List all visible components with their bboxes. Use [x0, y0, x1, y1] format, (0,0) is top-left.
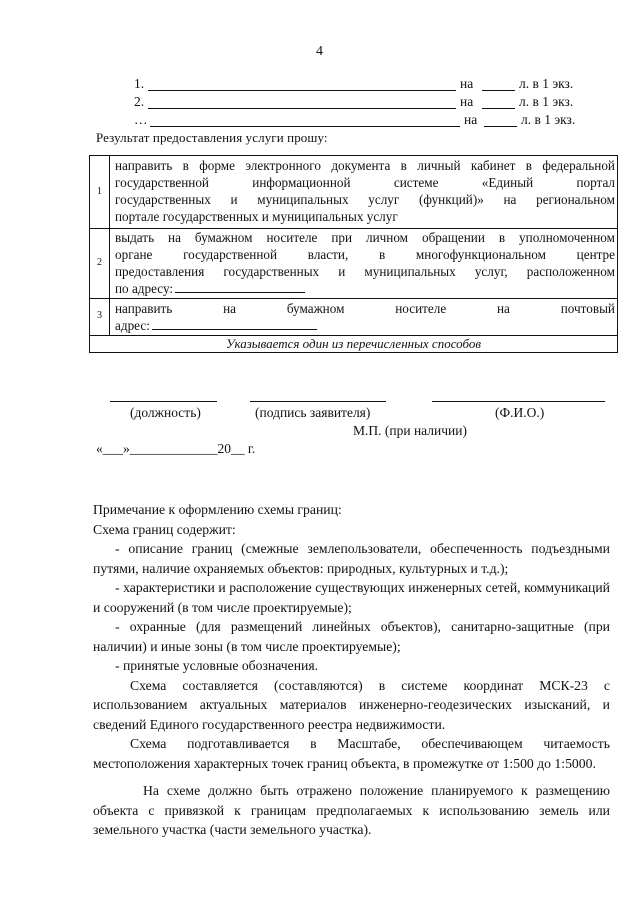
notes-item: - принятые условные обозначения. — [115, 658, 319, 673]
option-line: государственной информационной системе «Единый портал — [115, 175, 615, 190]
fio-label: (Ф.И.О.) — [495, 405, 545, 420]
attachment-copies-label: л. в 1 экз. — [519, 94, 574, 109]
number-column — [90, 156, 110, 336]
notes-paragraph: На схеме должно быть отражено положение планируемого к размещению объекта с привязкой к границам предполагаемых к использованию земель или земельного участка (части земельного участка). — [93, 783, 610, 837]
attachment-copies-label: л. в 1 экз. — [521, 112, 576, 127]
options-note: Указывается один из перечисленных способов — [226, 336, 481, 351]
option-2-text — [115, 229, 615, 297]
option-line: портале государственных и муниципальных услуг — [115, 209, 398, 224]
notes-section — [93, 500, 610, 840]
stamp-label: М.П. (при наличии) — [353, 423, 467, 438]
attachment-on-label: на — [460, 76, 474, 91]
option-line: направить в форме электронного документа в личный кабинет в федеральной — [115, 158, 615, 173]
option-line: направить на бумажном носителе на почтовый — [115, 301, 615, 316]
attachment-name-blank — [150, 112, 460, 127]
option-number: 3 — [97, 310, 102, 321]
option-line: предоставления государственных и муниципальных услуг, расположенном — [115, 264, 615, 279]
option-line: выдать на бумажном носителе при личном обращении в уполномоченном — [115, 230, 615, 245]
notes-item: - описание границ (смежные землепользователи, обеспеченность подъездными путями, наличие охраняемых объектов: природных, культурных и т.д.); — [93, 541, 610, 576]
notes-intro: Схема границ содержит: — [93, 521, 236, 537]
option-line: по адресу: — [115, 280, 615, 297]
attachment-number: 1. — [134, 76, 145, 91]
attachment-name-blank — [148, 94, 456, 109]
notes-title: Примечание к оформлению схемы границ: — [93, 502, 342, 517]
notes-paragraph: Схема подготавливается в Масштабе, обеспечивающем читаемость местоположения характерных точек границ объекта, в промежутке от 1:500 до 1:5000. — [93, 736, 610, 771]
attachment-number: 2. — [134, 94, 145, 109]
attachment-row-3 — [134, 112, 589, 130]
signature-line — [250, 401, 386, 402]
option-1-text — [115, 157, 615, 225]
option-line: государственных и муниципальных услуг (функций)» на региональном — [115, 192, 615, 207]
notes-paragraph: Схема составляется (составляются) в системе координат МСК-23 с использованием актуальных материалов инженерно-геодезических изысканий, и сведений Единого государственного реестра недвижимости. — [93, 677, 610, 732]
position-label: (должность) — [130, 405, 201, 420]
attachment-number: … — [134, 112, 148, 127]
date-line: «___»_____________20__ г. — [96, 441, 256, 456]
position-line — [110, 401, 217, 402]
result-options-table — [89, 155, 618, 353]
attachment-row-1 — [134, 76, 589, 94]
notes-item: - охранные (для размещений линейных объектов), санитарно-защитные (при наличии) и иные зоны (в том числе проектируемые); — [93, 619, 610, 654]
option-3-text — [115, 300, 615, 334]
attachment-on-label: на — [464, 112, 478, 127]
address-blank — [152, 317, 317, 330]
attachment-pages-blank — [482, 76, 515, 91]
option-line: органе государственной власти, в многофункциональном центре — [115, 247, 615, 262]
notes-item: - характеристики и расположение существующих инженерных сетей, коммуникаций и сооружений (в том числе проектируемые); — [93, 580, 610, 615]
address-blank — [175, 280, 305, 293]
attachment-pages-blank — [484, 112, 517, 127]
result-label: Результат предоставления услуги прошу: — [96, 130, 328, 145]
signature-label: (подпись заявителя) — [255, 405, 371, 420]
option-line: адрес: — [115, 317, 615, 334]
page-number: 4 — [316, 44, 323, 59]
attachment-on-label: на — [460, 94, 474, 109]
attachment-pages-blank — [482, 94, 515, 109]
option-number: 1 — [97, 186, 102, 197]
attachment-row-2 — [134, 94, 589, 112]
attachment-copies-label: л. в 1 экз. — [519, 76, 574, 91]
row-divider — [90, 298, 617, 299]
fio-line — [432, 401, 605, 402]
attachment-name-blank — [148, 76, 456, 91]
option-number: 2 — [97, 257, 102, 268]
